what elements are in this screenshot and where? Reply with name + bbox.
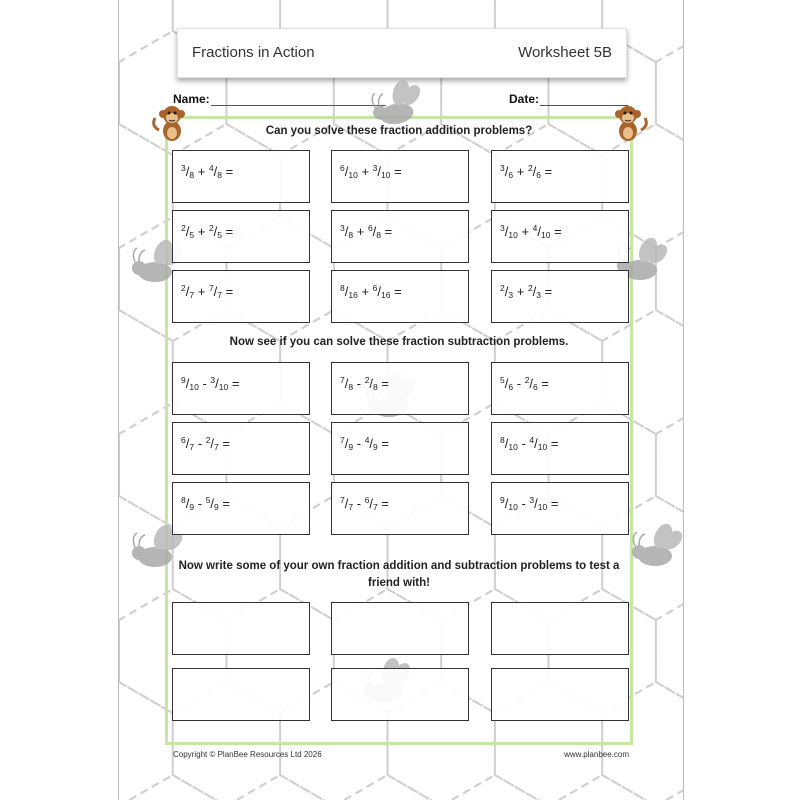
problem-box[interactable] xyxy=(331,422,469,475)
problem-box[interactable] xyxy=(491,210,629,263)
fraction-problem: $^9/_{10} - ^3/_{10}$ = xyxy=(181,375,240,392)
blank-answer-box[interactable] xyxy=(172,668,310,721)
denominator: 10 xyxy=(541,230,551,240)
fraction-problem: $^8/_{10} - ^4/_{10}$ = xyxy=(500,435,559,452)
own-problems-heading-line1: Now write some of your own fraction addition and subtraction problems to test a xyxy=(178,560,620,572)
denominator: 9 xyxy=(189,502,195,512)
fraction-problem: $^6/_7 - ^2/_7$ = xyxy=(181,435,230,452)
fraction-problem: $^3/_8 + ^4/_8$ = xyxy=(181,163,234,180)
operator: + xyxy=(521,224,530,239)
denominator: 10 xyxy=(508,230,518,240)
problem-box[interactable] xyxy=(172,362,310,415)
numerator: 6 xyxy=(181,435,186,445)
operator: + xyxy=(361,284,370,299)
denominator: 7 xyxy=(189,442,195,452)
numerator: 3 xyxy=(500,163,505,173)
problem-box[interactable] xyxy=(331,270,469,323)
own-problems-heading xyxy=(169,558,629,592)
denominator: 6 xyxy=(508,382,514,392)
denominator: 7 xyxy=(348,502,354,512)
operator: - xyxy=(356,436,362,451)
denominator: 8 xyxy=(376,230,382,240)
denominator: 8 xyxy=(217,170,223,180)
denominator: 10 xyxy=(218,382,229,392)
problem-box[interactable] xyxy=(491,482,629,535)
problem-box[interactable] xyxy=(172,210,310,263)
fraction-problem: $^7/_7 - ^6/_7$ = xyxy=(340,495,389,512)
fraction-problem: $^3/_8 + ^6/_8$ = xyxy=(340,223,393,240)
denominator: 9 xyxy=(348,442,354,452)
numerator: 9 xyxy=(500,495,505,505)
problem-box[interactable] xyxy=(491,422,629,475)
numerator: 6 xyxy=(367,223,373,233)
numerator: 7 xyxy=(340,495,345,505)
denominator: 7 xyxy=(214,442,219,452)
fraction-problem: $^3/_{10} + ^4/_{10}$ = xyxy=(500,223,562,240)
numerator: 4 xyxy=(364,435,370,445)
problem-box[interactable] xyxy=(331,210,469,263)
problem-box[interactable] xyxy=(331,150,469,203)
numerator: 3 xyxy=(372,163,378,173)
operator: - xyxy=(516,376,522,391)
name-field[interactable] xyxy=(211,105,386,106)
denominator: 10 xyxy=(348,170,358,180)
numerator: 4 xyxy=(208,163,214,173)
operator: + xyxy=(356,224,365,239)
own-problems-heading-line2: friend with! xyxy=(368,577,430,589)
numerator: 3 xyxy=(340,223,345,233)
worksheet-page xyxy=(118,0,684,800)
subtraction-heading: Now see if you can solve these fraction subtraction problems. xyxy=(229,336,569,348)
fraction-problem: $^8/_{16} + ^6/_{16}$ = xyxy=(340,283,402,300)
operator: - xyxy=(356,496,362,511)
numerator: 3 xyxy=(500,223,505,233)
numerator: 2 xyxy=(181,223,186,233)
problem-box[interactable] xyxy=(331,482,469,535)
name-label: Name: xyxy=(173,92,210,106)
operator: + xyxy=(197,224,206,239)
date-label: Date: xyxy=(509,92,540,106)
operator: + xyxy=(516,164,525,179)
fraction-problem: $^9/_{10} - ^3/_{10}$ = xyxy=(500,495,559,512)
numerator: 5 xyxy=(205,495,211,505)
denominator: 16 xyxy=(348,290,358,300)
fraction-problem: $^7/_9 - ^4/_9$ = xyxy=(340,435,389,452)
denominator: 7 xyxy=(217,290,223,300)
blank-answer-box[interactable] xyxy=(331,668,469,721)
denominator: 6 xyxy=(533,382,538,392)
numerator: 4 xyxy=(532,223,538,233)
website-link[interactable]: www.planbee.com xyxy=(564,750,629,759)
denominator: 8 xyxy=(348,230,354,240)
operator: + xyxy=(516,284,525,299)
problem-box[interactable] xyxy=(491,150,629,203)
denominator: 9 xyxy=(214,502,219,512)
numerator: 8 xyxy=(340,283,345,293)
numerator: 4 xyxy=(529,435,535,445)
addition-heading: Can you solve these fraction addition problems? xyxy=(265,125,533,137)
operator: - xyxy=(521,436,526,451)
numerator: 3 xyxy=(210,375,216,385)
denominator: 9 xyxy=(373,442,378,452)
numerator: 7 xyxy=(340,375,345,385)
numerator: 2 xyxy=(205,435,211,445)
denominator: 6 xyxy=(508,170,514,180)
denominator: 10 xyxy=(537,442,548,452)
denominator: 3 xyxy=(536,290,542,300)
blank-answer-box[interactable] xyxy=(331,602,469,655)
fraction-problem: $^2/_7 + ^7/_7$ = xyxy=(181,283,234,300)
denominator: 8 xyxy=(373,382,378,392)
numerator: 8 xyxy=(500,435,505,445)
numerator: 2 xyxy=(527,163,533,173)
operator: - xyxy=(202,376,207,391)
fraction-problem: $^2/_5 + ^2/_5$ = xyxy=(181,223,234,240)
numerator: 3 xyxy=(181,163,186,173)
fraction-problem: $^6/_{10} + ^3/_{10}$ = xyxy=(340,163,402,180)
worksheet-title: Fractions in Action xyxy=(192,44,315,61)
numerator: 6 xyxy=(364,495,370,505)
operator: - xyxy=(197,436,203,451)
fraction-problem: $^3/_6 + ^2/_6$ = xyxy=(500,163,553,180)
denominator: 5 xyxy=(189,230,195,240)
fraction-problem: $^2/_3 + ^2/_3$ = xyxy=(500,283,553,300)
numerator: 9 xyxy=(181,375,186,385)
denominator: 8 xyxy=(348,382,354,392)
numerator: 6 xyxy=(340,163,345,173)
problem-box[interactable] xyxy=(172,270,310,323)
problem-box[interactable] xyxy=(172,482,310,535)
denominator: 8 xyxy=(189,170,195,180)
numerator: 2 xyxy=(500,283,505,293)
denominator: 10 xyxy=(508,502,518,512)
blank-answer-box[interactable] xyxy=(491,602,629,655)
numerator: 8 xyxy=(181,495,186,505)
numerator: 2 xyxy=(181,283,186,293)
problem-box[interactable] xyxy=(172,150,310,203)
blank-answer-box[interactable] xyxy=(491,668,629,721)
operator: + xyxy=(361,164,370,179)
denominator: 6 xyxy=(536,170,542,180)
denominator: 10 xyxy=(508,442,518,452)
denominator: 10 xyxy=(381,170,391,180)
worksheet-number: Worksheet 5B xyxy=(518,44,612,61)
fraction-problem: $^5/_6 - ^2/_6$ = xyxy=(500,375,549,392)
denominator: 7 xyxy=(373,502,378,512)
problem-box[interactable] xyxy=(331,362,469,415)
fraction-problem: $^7/_8 - ^2/_8$ = xyxy=(340,375,389,392)
numerator: 6 xyxy=(372,283,378,293)
numerator: 2 xyxy=(524,375,530,385)
denominator: 16 xyxy=(381,290,391,300)
problem-box[interactable] xyxy=(172,422,310,475)
denominator: 10 xyxy=(189,382,199,392)
title-card xyxy=(177,28,627,78)
blank-answer-box[interactable] xyxy=(172,602,310,655)
fraction-problem: $^8/_9 - ^5/_9$ = xyxy=(181,495,230,512)
numerator: 5 xyxy=(500,375,505,385)
operator: - xyxy=(356,376,362,391)
operator: - xyxy=(197,496,203,511)
numerator: 3 xyxy=(529,495,535,505)
denominator: 3 xyxy=(508,290,514,300)
numerator: 2 xyxy=(527,283,533,293)
denominator: 10 xyxy=(537,502,548,512)
denominator: 7 xyxy=(189,290,195,300)
denominator: 5 xyxy=(217,230,223,240)
problem-box[interactable] xyxy=(491,270,629,323)
operator: + xyxy=(197,164,206,179)
operator: - xyxy=(521,496,526,511)
numerator: 7 xyxy=(208,283,214,293)
operator: + xyxy=(197,284,206,299)
copyright-text: Copyright © PlanBee Resources Ltd 2026 xyxy=(173,750,322,759)
numerator: 2 xyxy=(364,375,370,385)
numerator: 2 xyxy=(208,223,214,233)
numerator: 7 xyxy=(340,435,345,445)
problem-box[interactable] xyxy=(491,362,629,415)
bee-icon xyxy=(624,522,684,572)
